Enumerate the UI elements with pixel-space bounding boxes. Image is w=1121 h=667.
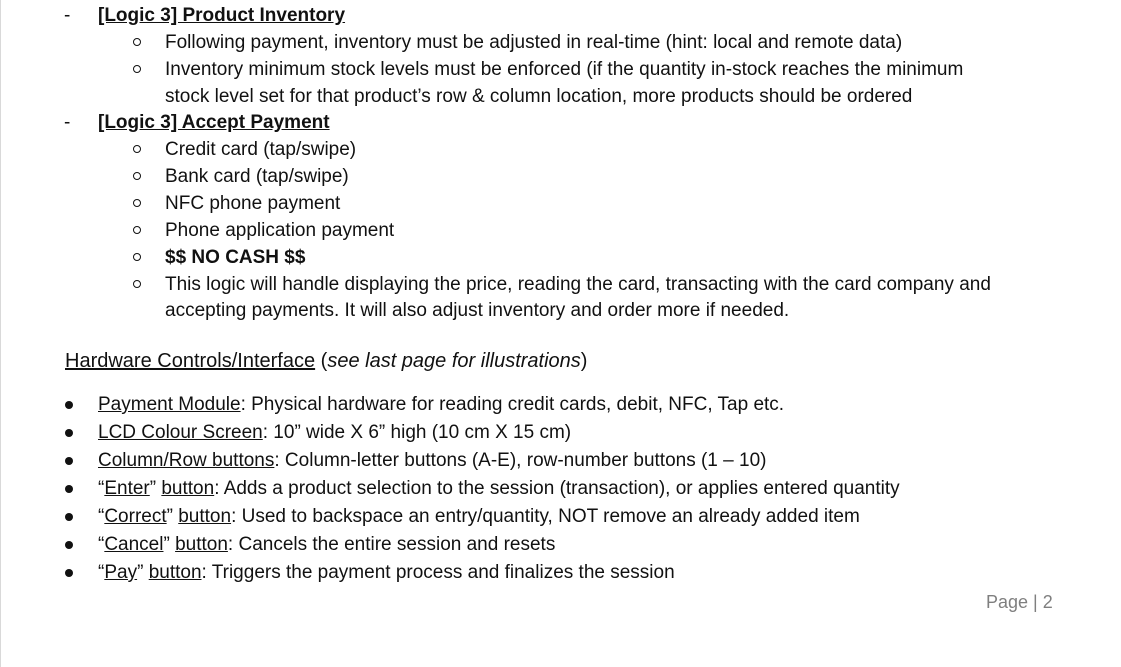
hardware-term-button: button <box>161 478 215 499</box>
quote-close: ” <box>149 478 162 499</box>
bullet-icon <box>65 569 73 577</box>
hardware-title-text: Hardware Controls/Interface <box>65 350 316 372</box>
hardware-title-note: see last page for illustrations <box>327 350 581 372</box>
circle-bullet-icon <box>133 199 141 207</box>
hardware-term: Column/Row buttons <box>98 450 275 471</box>
payment-item-logic-cont: accepting payments. It will also adjust inventory and order more if needed. <box>165 300 790 321</box>
hardware-term-button: button <box>175 534 228 555</box>
circle-bullet-icon <box>133 172 141 180</box>
circle-bullet-icon <box>133 38 141 46</box>
bullet-icon <box>65 429 73 437</box>
hardware-title-close: ) <box>580 350 588 372</box>
page-edge <box>0 0 1 667</box>
hardware-term-button: button <box>178 506 232 527</box>
quote-open: “ <box>98 534 105 555</box>
hardware-item-lcd <box>98 420 571 446</box>
hardware-desc: : Triggers the payment process and finalizes the session <box>201 562 675 583</box>
dash-bullet: - <box>64 5 71 26</box>
hardware-term-button: button <box>148 562 202 583</box>
quote-open: “ <box>98 506 105 527</box>
hardware-desc: : Physical hardware for reading credit cards, debit, NFC, Tap etc. <box>240 394 785 415</box>
circle-bullet-icon <box>133 280 141 288</box>
hardware-term: Correct <box>104 506 167 527</box>
hardware-item-payment-module <box>98 392 784 418</box>
quote-open: “ <box>98 478 105 499</box>
hardware-item-enter <box>98 476 900 502</box>
payment-heading: [Logic 3] Accept Payment <box>98 112 330 133</box>
hardware-term: Payment Module <box>98 394 241 415</box>
payment-item-credit: Credit card (tap/swipe) <box>165 139 357 160</box>
inventory-heading: [Logic 3] Product Inventory <box>98 5 346 26</box>
quote-close: ” <box>137 562 149 583</box>
payment-item-no-cash: $$ NO CASH $$ <box>165 247 306 268</box>
inventory-item-2: Inventory minimum stock levels must be enforced (if the quantity in-stock reaches the minimum <box>165 59 964 80</box>
payment-item-nfc: NFC phone payment <box>165 193 341 214</box>
quote-open: “ <box>98 562 105 583</box>
hardware-term: Pay <box>104 562 138 583</box>
inventory-item-2-cont: stock level set for that product’s row & column location, more products should be ordered <box>165 86 913 107</box>
hardware-title-open: ( <box>315 350 328 372</box>
hardware-term: LCD Colour Screen <box>98 422 263 443</box>
page-number: Page | 2 <box>986 592 1053 612</box>
dash-bullet: - <box>64 112 71 133</box>
quote-close: ” <box>166 506 179 527</box>
hardware-item-cancel <box>98 532 555 558</box>
bullet-icon <box>65 485 73 493</box>
hardware-item-correct <box>98 504 860 530</box>
hardware-item-column-row <box>98 448 766 474</box>
payment-item-bank: Bank card (tap/swipe) <box>165 166 349 187</box>
hardware-term: Cancel <box>104 534 164 555</box>
hardware-item-pay <box>98 560 675 586</box>
quote-close: ” <box>163 534 176 555</box>
circle-bullet-icon <box>133 253 141 261</box>
hardware-desc: : Adds a product selection to the session (transaction), or applies entered quantity <box>214 478 900 499</box>
circle-bullet-icon <box>133 65 141 73</box>
hardware-desc: : Used to backspace an entry/quantity, NOT remove an already added item <box>231 506 860 527</box>
circle-bullet-icon <box>133 226 141 234</box>
hardware-title <box>65 348 587 374</box>
hardware-term: Enter <box>104 478 150 499</box>
bullet-icon <box>65 401 73 409</box>
hardware-desc: : Cancels the entire session and resets <box>227 534 556 555</box>
hardware-desc: : Column-letter buttons (A-E), row-number buttons (1 – 10) <box>274 450 767 471</box>
bullet-icon <box>65 513 73 521</box>
payment-item-logic: This logic will handle displaying the price, reading the card, transacting with the card company and <box>165 274 991 295</box>
circle-bullet-icon <box>133 145 141 153</box>
payment-item-phone-app: Phone application payment <box>165 220 395 241</box>
bullet-icon <box>65 541 73 549</box>
inventory-item-1: Following payment, inventory must be adjusted in real-time (hint: local and remote data) <box>165 32 903 53</box>
bullet-icon <box>65 457 73 465</box>
hardware-desc: : 10” wide X 6” high (10 cm X 15 cm) <box>262 422 572 443</box>
